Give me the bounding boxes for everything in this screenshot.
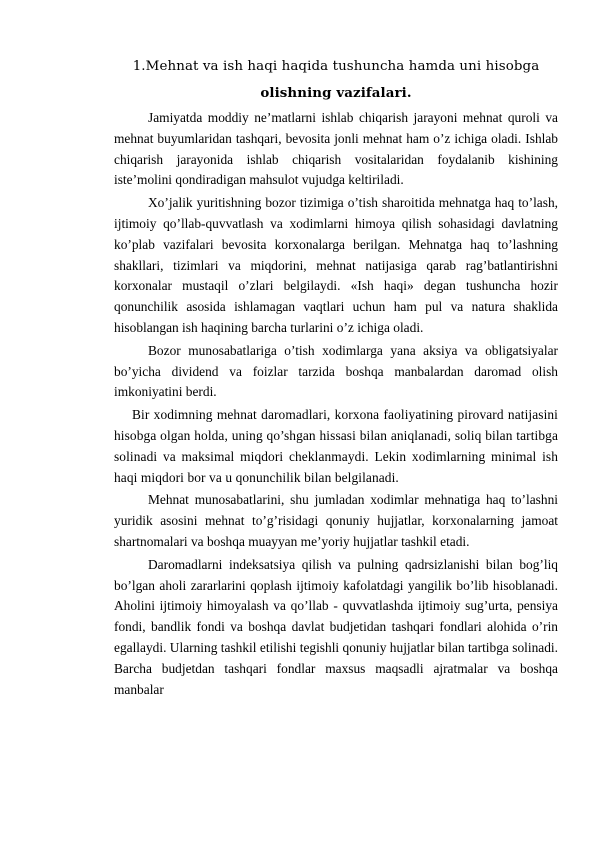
paragraph-1: Jamiyatda moddiy ne’matlarni ishlab chiqarish jarayoni mehnat quroli va mehnat buyumlaridan tashqari, bevosita jonli mehnat ham o’z ichiga oladi. Ishlab chiqarish jarayonida ishlab chiqarish vositalaridan foydalanib kishining iste’molini qondiradigan mahsulot vujudga keltiriladi.: [114, 110, 558, 188]
paragraph-2: Xo’jalik yuritishning bozor tizimiga o’tish sharoitida mehnatga haq to’lash, ijtimoiy qo’llab-quvvatlash va xodimlarni himoya qilish sohasidagi davlatning ko’plab vazifalari bevosita korxonalarga berilgan. Mehnatga haq to’lashning shakllari, tizimlari va miqdorini, mehnat natijasiga qarab rag’batlantirishni korxonalar mustaqil o’zlari belgilaydi. «Ish haqi» degan tushuncha hozir qonunchilik asosida ishlamagan vaqtlari uchun ham pul va natura shaklida hisoblangan ish haqining barcha turlarini o’z ichiga oladi.: [114, 195, 558, 335]
paragraph-3: Bozor munosabatlariga o’tish xodimlarga yana aksiya va obligatsiyalar bo’yicha dividend va foizlar tarzida boshqa manbalardan daromad olish imkoniyatini berdi.: [114, 342, 558, 400]
document-title: [114, 53, 558, 107]
title-line-1: 1.Mehnat va ish haqi haqida tushuncha hamda uni hisobga: [132, 59, 540, 74]
document-body: [114, 108, 558, 702]
paragraph-6: Daromadlarni indeksatsiya qilish va pulning qadrsizlanishi bilan bog’liq bo’lgan aholi zararlarini qoplash ijtimoiy kafolatdagi yangilik bo’lib hisoblanadi. Aholini ijtimoiy himoyalash va qo’llab - quvvatlashda ijtimoiy sug’urta, pensiya fondi, bandlik fondi va boshqa davlat budjetidan tashqari fondlari alohida o’rin egallaydi. Ularning tashkil etilishi tegishli qonuniy hujjatlar bilan tartibga solinadi. Barcha budjetdan tashqari fondlar maxsus maqsadli ajratmalar va boshqa manbalar: [114, 556, 558, 697]
title-line-2: olishning vazifalari.: [260, 85, 412, 101]
paragraph-5: Mehnat munosabatlarini, shu jumladan xodimlar mehnatiga haq to’lashni yuridik asosini mehnat to’g’risidagi qonuniy hujjatlar, korxonalarning jamoat shartnomalari va boshqa muayyan me’yoriy hujjatlar tashkil etadi.: [114, 492, 558, 549]
paragraph-4: Bir xodimning mehnat daromadlari, korxona faoliyatining pirovard natijasini hisobga olgan holda, uning qo’shgan hissasi bilan aniqlanadi, soliq bilan tartibga solinadi va maksimal miqdori cheklanmaydi. Lekin xodimlarning minimal ish haqi miqdori bor va u qonunchilik bilan belgilanadi.: [114, 407, 558, 485]
